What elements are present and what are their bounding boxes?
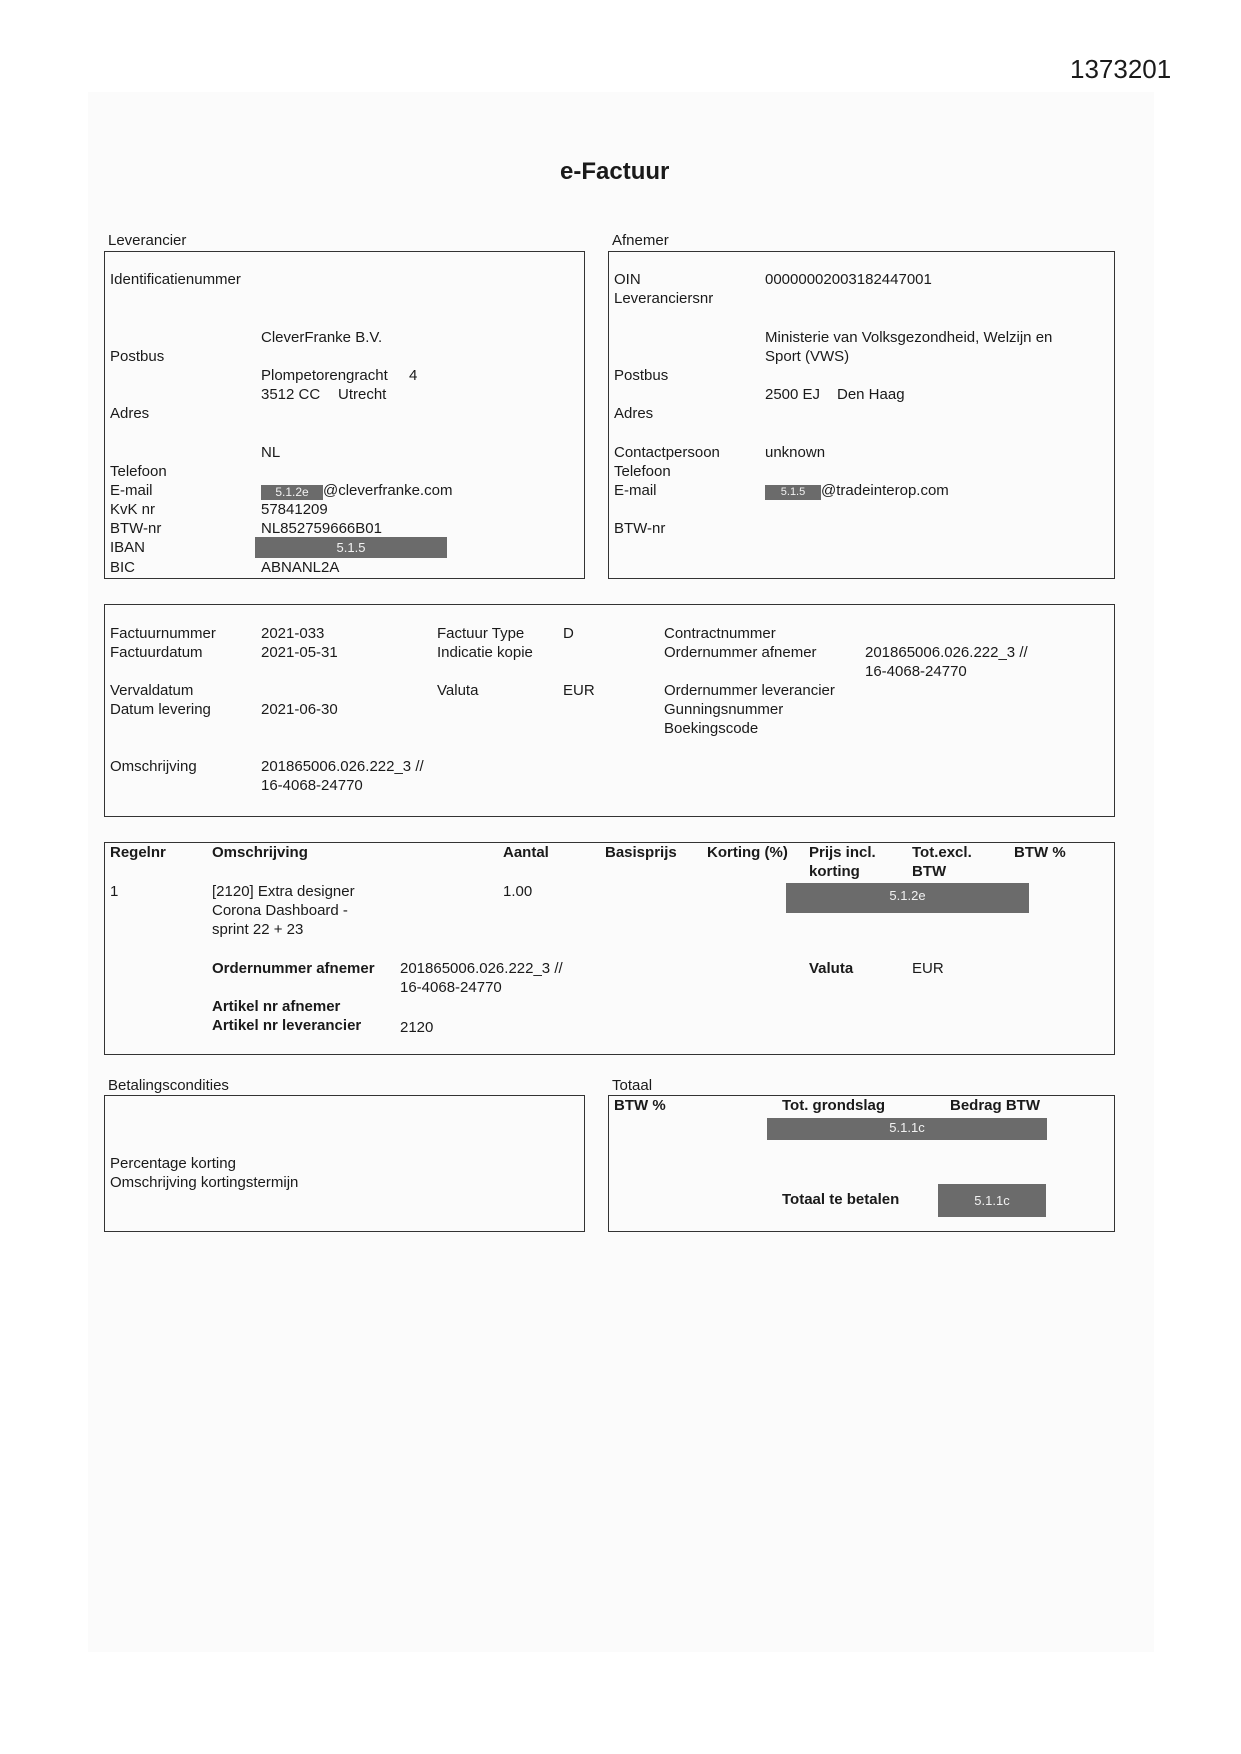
customer-email-redaction: 5.1.5	[765, 485, 821, 500]
ordernummer-afnemer-line2: 16-4068-24770	[865, 663, 967, 680]
factuurdatum-label: Factuurdatum	[110, 644, 203, 661]
header-regelnr: Regelnr	[110, 844, 166, 861]
line-desc-line2: Corona Dashboard -	[212, 902, 348, 919]
factuurnummer-label: Factuurnummer	[110, 625, 216, 642]
totals-row-redaction: 5.1.1c	[767, 1118, 1047, 1140]
supplier-bic: ABNANL2A	[261, 559, 340, 576]
line-ordernummer-line1: 201865006.026.222_3 //	[400, 960, 563, 977]
supplier-identification-label: Identificatienummer	[110, 271, 241, 288]
customer-oin-label: OIN	[614, 271, 641, 288]
factuurnummer-value: 2021-033	[261, 625, 325, 642]
totals-total-label: Totaal te betalen	[782, 1191, 900, 1208]
valuta-value: EUR	[563, 682, 595, 699]
line-desc-line3: sprint 22 + 23	[212, 921, 304, 938]
payment-section-label: Betalingscondities	[108, 1077, 229, 1094]
customer-contact-label: Contactpersoon	[614, 444, 720, 461]
supplier-iban-label: IBAN	[110, 539, 146, 556]
line-ordernummer-label: Ordernummer afnemer	[212, 960, 375, 977]
indicatie-kopie-label: Indicatie kopie	[437, 644, 533, 661]
factuurdatum-value: 2021-05-31	[261, 644, 338, 661]
supplier-postbus-label: Postbus	[110, 348, 165, 365]
factuur-type-value: D	[563, 625, 574, 642]
customer-btw-label: BTW-nr	[614, 520, 666, 537]
valuta-label: Valuta	[437, 682, 479, 699]
supplier-btw: NL852759666B01	[261, 520, 382, 537]
supplier-email-redaction: 5.1.2e	[261, 485, 323, 500]
line-artikel-afnemer-label: Artikel nr afnemer	[212, 998, 341, 1015]
supplier-adres-label: Adres	[110, 405, 150, 422]
page-title: e-Factuur	[560, 158, 670, 185]
contractnummer-label: Contractnummer	[664, 625, 776, 642]
supplier-house-number: 4	[409, 367, 418, 384]
customer-section-label: Afnemer	[612, 232, 669, 249]
supplier-bic-label: BIC	[110, 559, 136, 576]
line-valuta: EUR	[912, 960, 944, 977]
invoice-details-box	[104, 604, 1115, 817]
customer-postbus-label: Postbus	[614, 367, 669, 384]
line-regelnr: 1	[110, 883, 119, 900]
customer-leveranciersnr-label: Leveranciersnr	[614, 290, 714, 307]
supplier-postcode: 3512 CC	[261, 386, 321, 403]
datum-levering-label: Datum levering	[110, 701, 211, 718]
header-basisprijs: Basisprijs	[605, 844, 677, 861]
payment-omschrijving-label: Omschrijving kortingstermijn	[110, 1174, 299, 1191]
boekingscode-label: Boekingscode	[664, 720, 759, 737]
supplier-telefoon-label: Telefoon	[110, 463, 167, 480]
totals-btw-pct-label: BTW %	[614, 1097, 666, 1114]
supplier-email-domain: @cleverfranke.com	[323, 482, 453, 499]
customer-contact: unknown	[765, 444, 826, 461]
supplier-btw-label: BTW-nr	[110, 520, 162, 537]
line-amount-redaction: 5.1.2e	[786, 883, 1029, 913]
supplier-kvk: 57841209	[261, 501, 328, 518]
ordernummer-afnemer-line1: 201865006.026.222_3 //	[865, 644, 1028, 661]
header-korting: Korting (%)	[707, 844, 788, 861]
header-btw-pct: BTW %	[1014, 844, 1066, 861]
document-number: 1373201	[1070, 54, 1172, 84]
line-ordernummer-line2: 16-4068-24770	[400, 979, 502, 996]
customer-name-line1: Ministerie van Volksgezondheid, Welzijn en	[765, 329, 1053, 346]
header-prijs-line1: Prijs incl.	[809, 844, 876, 861]
supplier-country: NL	[261, 444, 281, 461]
datum-levering-value: 2021-06-30	[261, 701, 338, 718]
ordernummer-afnemer-label: Ordernummer afnemer	[664, 644, 817, 661]
supplier-email-label: E-mail	[110, 482, 153, 499]
totals-bedrag-btw-label: Bedrag BTW	[950, 1097, 1040, 1114]
line-desc-line1: [2120] Extra designer	[212, 883, 355, 900]
omschrijving-line1: 201865006.026.222_3 //	[261, 758, 424, 775]
customer-city: Den Haag	[837, 386, 905, 403]
customer-email-label: E-mail	[614, 482, 657, 499]
line-artikel-leverancier: 2120	[400, 1019, 434, 1036]
supplier-iban-redaction: 5.1.5	[255, 537, 447, 558]
gunningsnummer-label: Gunningsnummer	[664, 701, 784, 718]
omschrijving-label: Omschrijving	[110, 758, 197, 775]
customer-email-domain: @tradeinterop.com	[821, 482, 949, 499]
header-totexcl-line1: Tot.excl.	[912, 844, 972, 861]
customer-oin: 00000002003182447001	[765, 271, 932, 288]
customer-postcode: 2500 EJ	[765, 386, 821, 403]
omschrijving-line2: 16-4068-24770	[261, 777, 363, 794]
customer-name-line2: Sport (VWS)	[765, 348, 850, 365]
totals-section-label: Totaal	[612, 1077, 653, 1094]
supplier-kvk-label: KvK nr	[110, 501, 156, 518]
totals-total-redaction: 5.1.1c	[938, 1184, 1046, 1217]
supplier-city: Utrecht	[338, 386, 387, 403]
ordernummer-leverancier-label: Ordernummer leverancier	[664, 682, 835, 699]
header-aantal: Aantal	[503, 844, 549, 861]
line-aantal: 1.00	[503, 883, 533, 900]
payment-percentage-label: Percentage korting	[110, 1155, 236, 1172]
totals-grondslag-label: Tot. grondslag	[782, 1097, 886, 1114]
supplier-street: Plompetorengracht	[261, 367, 388, 384]
vervaldatum-label: Vervaldatum	[110, 682, 194, 699]
customer-telefoon-label: Telefoon	[614, 463, 671, 480]
header-totexcl-line2: BTW	[912, 863, 947, 880]
supplier-name: CleverFranke B.V.	[261, 329, 383, 346]
header-prijs-line2: korting	[809, 863, 860, 880]
factuur-type-label: Factuur Type	[437, 625, 525, 642]
line-artikel-leverancier-label: Artikel nr leverancier	[212, 1017, 362, 1034]
customer-adres-label: Adres	[614, 405, 654, 422]
header-omschrijving: Omschrijving	[212, 844, 308, 861]
supplier-section-label: Leverancier	[108, 232, 187, 249]
line-valuta-label: Valuta	[809, 960, 854, 977]
